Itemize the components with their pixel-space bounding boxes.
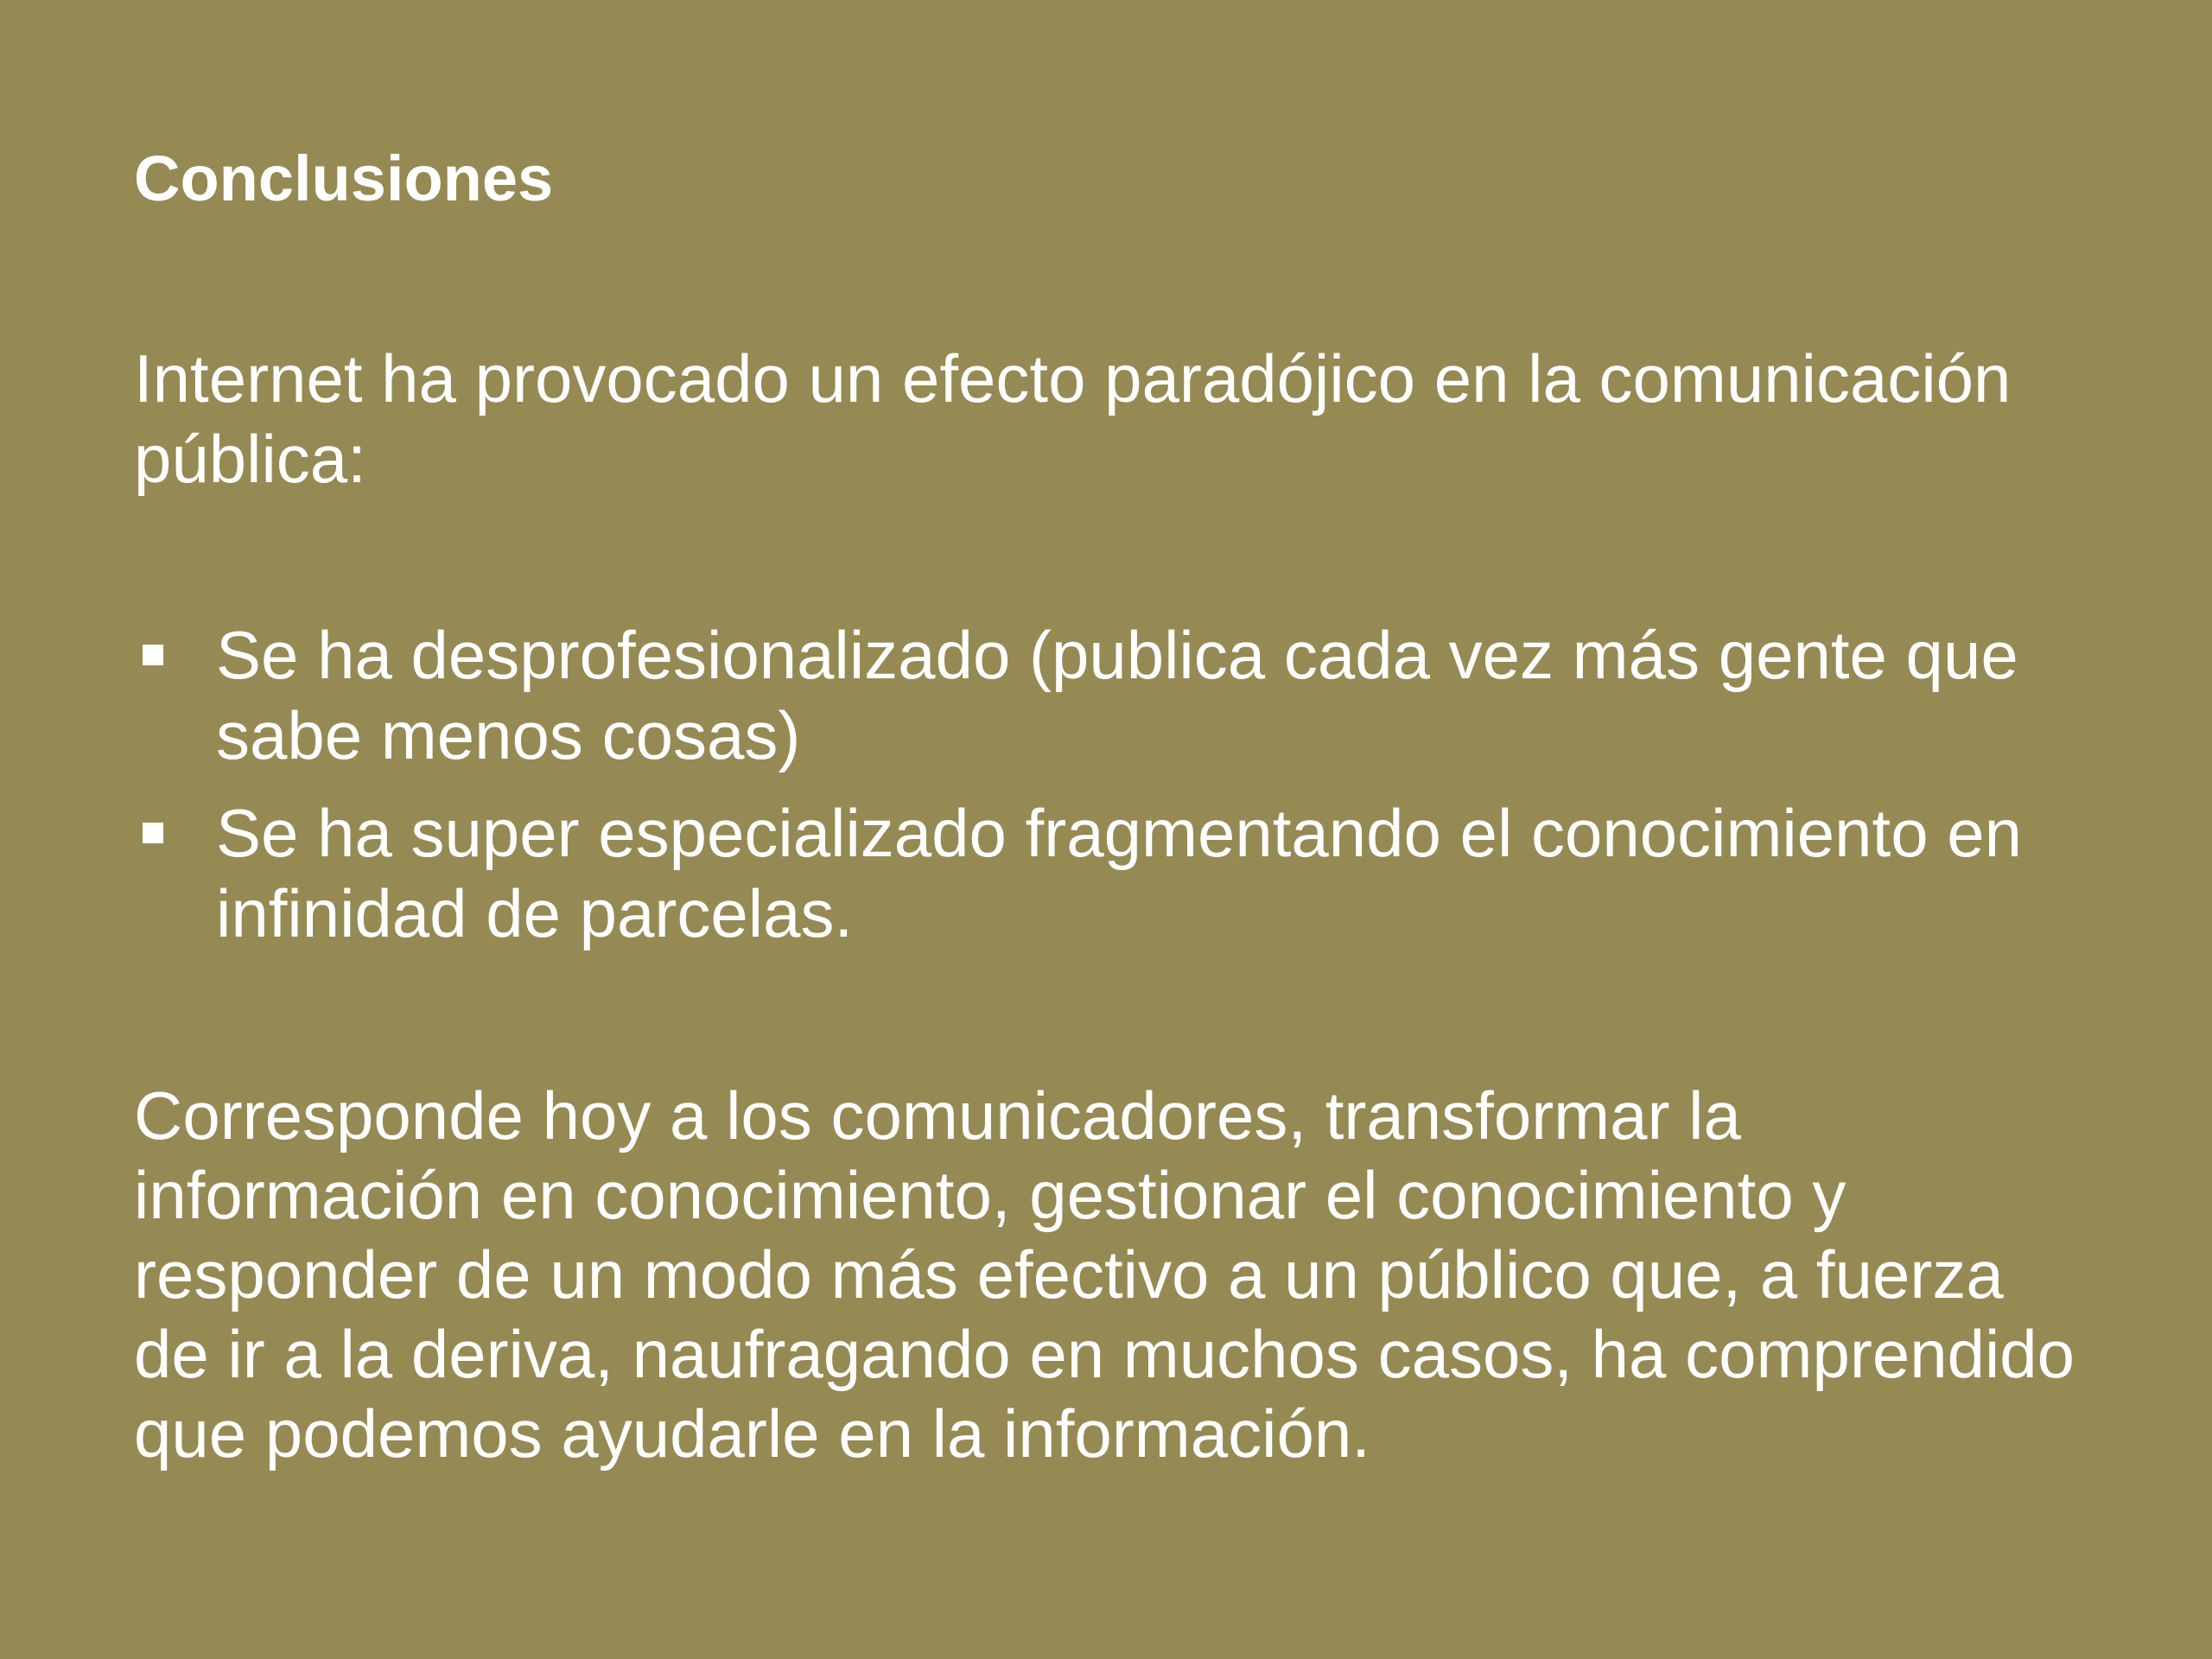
bullet-list <box>134 615 2078 971</box>
bullet-text: Se ha super especializado fragmentando el conocimiento en infinidad de parcelas. <box>216 795 2023 951</box>
bullet-item <box>134 793 2078 954</box>
bullet-item <box>134 615 2078 776</box>
square-bullet-icon <box>143 823 163 843</box>
bullet-text: Se ha desprofesionalizado (publica cada vez más gente que sabe menos cosas) <box>216 617 2018 773</box>
intro-paragraph: Internet ha provocado un efecto paradójico en la comunicación pública: <box>134 340 2012 497</box>
square-bullet-icon <box>143 645 163 665</box>
closing-paragraph: Corresponde hoy a los comunicadores, transformar la información en conocimiento, gestionar el conocimiento y responder de un modo más efectivo a un público que, a fuerza de ir a la deriva, naufragando en muchos casos, ha comprendido que podemos ayudarle en la información. <box>134 1077 2075 1471</box>
slide-title: Conclusiones <box>134 143 554 214</box>
